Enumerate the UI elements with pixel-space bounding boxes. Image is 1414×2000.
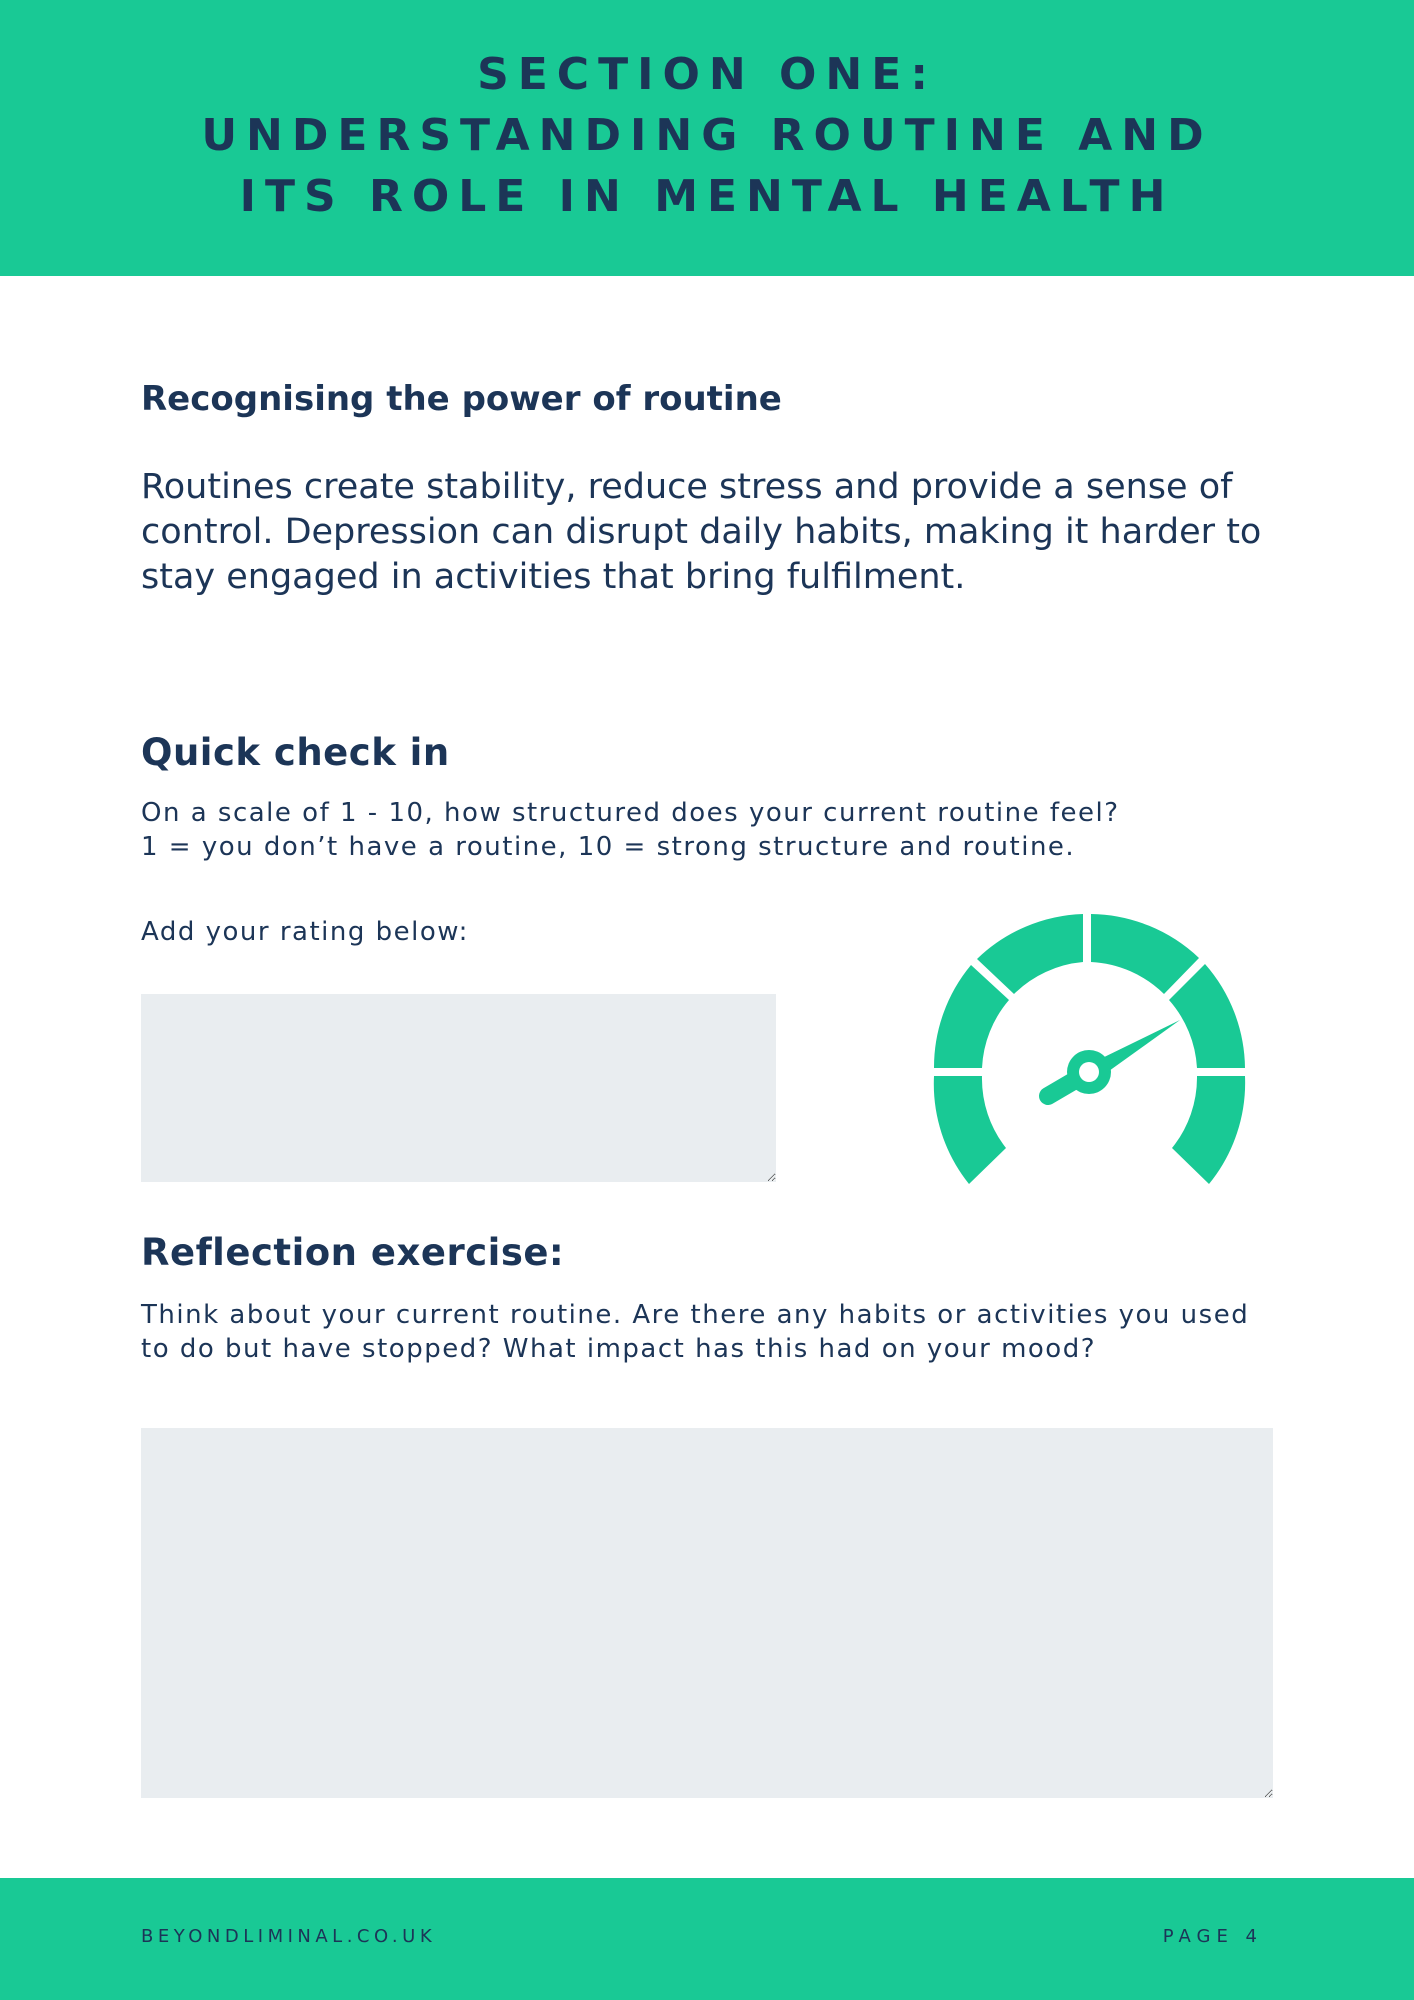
gauge-segment xyxy=(934,965,1009,1068)
check-in-question-line: On a scale of 1 - 10, how structured does your current routine feel? xyxy=(141,798,1120,828)
power-heading: Recognising the power of routine xyxy=(141,379,782,419)
reflection-input[interactable] xyxy=(141,1428,1273,1798)
gauge-segment xyxy=(1169,964,1245,1068)
check-in-question xyxy=(141,796,1301,864)
check-in-heading: Quick check in xyxy=(141,731,450,774)
section-title-line: ITS ROLE IN MENTAL HEALTH xyxy=(239,171,1175,222)
reflection-prompt: Think about your current routine. Are there any habits or activities you used to do but have stopped? What impact has this had on your mood? xyxy=(141,1300,1250,1364)
reflection-heading: Reflection exercise: xyxy=(141,1231,565,1274)
rating-label: Add your rating below: xyxy=(141,917,469,947)
footer-website: BEYONDLIMINAL.CO.UK xyxy=(141,1926,437,1947)
section-title xyxy=(0,44,1414,227)
speedometer-icon xyxy=(928,912,1250,1186)
gauge-hub-hole xyxy=(1079,1062,1099,1082)
gauge-segment xyxy=(977,914,1083,994)
power-body: Routines create stability, reduce stress and provide a sense of control. Depression can disrupt daily habits, making it harder to stay engaged in activities that bring fulfilment. xyxy=(141,467,1262,597)
gauge-segment xyxy=(934,1076,1006,1184)
rating-input[interactable] xyxy=(141,994,776,1182)
check-in-question-line: 1 = you don’t have a routine, 10 = strong structure and routine. xyxy=(141,832,1076,862)
section-title-line: UNDERSTANDING ROUTINE AND xyxy=(201,110,1213,161)
gauge-segment xyxy=(1091,914,1199,994)
section-title-line: SECTION ONE: xyxy=(477,49,937,100)
gauge-segment xyxy=(1172,1076,1245,1184)
page-number: PAGE 4 xyxy=(1162,1926,1263,1947)
